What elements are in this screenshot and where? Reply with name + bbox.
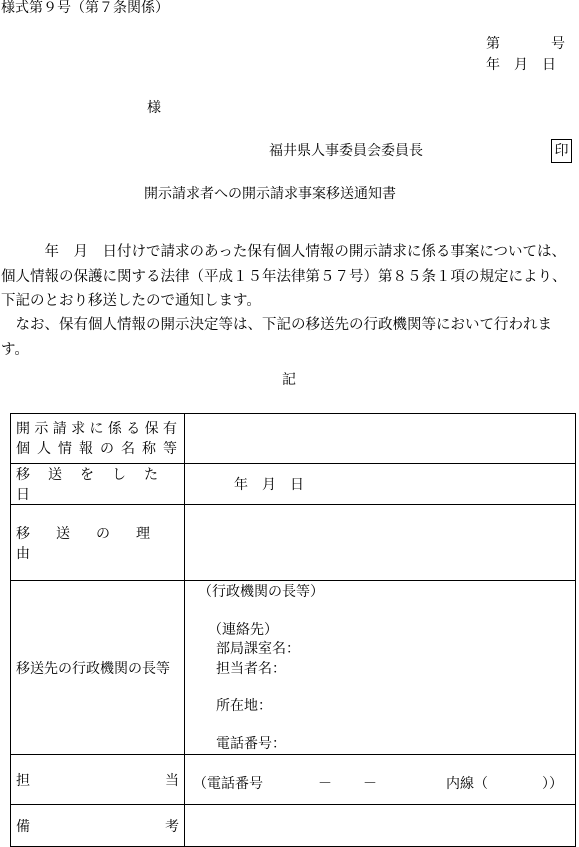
document-title: 開示請求者への開示請求事案移送通知書 <box>144 186 396 202</box>
phone-dash-2: － <box>363 776 377 792</box>
address-label: 所在地： <box>216 698 272 714</box>
form-id: 様式第９号（第７条関係） <box>1 0 169 16</box>
table-row <box>11 755 576 805</box>
value-transfer-date[interactable]: 年 月 日 <box>185 464 576 505</box>
value-person-in-charge[interactable] <box>185 755 576 805</box>
date-month: 月 <box>514 57 528 73</box>
phone-dash-1: － <box>318 776 332 792</box>
document-number-suffix: 号 <box>551 36 565 52</box>
label-remarks <box>11 805 185 847</box>
seal-box: 印 <box>551 139 572 163</box>
label-person-in-charge: 担 当 <box>11 755 185 805</box>
table-row <box>11 464 576 505</box>
issue-date <box>486 57 556 74</box>
value-personal-info-name[interactable] <box>185 414 576 464</box>
date-day: 日 <box>542 57 556 73</box>
value-transfer-reason[interactable] <box>185 505 576 581</box>
table-row <box>11 505 576 581</box>
agency-head-label: （行政機関の長等） <box>198 584 324 600</box>
body-paragraph-2: なお、保有個人情報の開示決定等は、下記の移送先の行政機関等において行われます。 <box>1 317 552 358</box>
extension-close: ）） <box>542 776 563 792</box>
contact-label: （連絡先） <box>208 621 278 638</box>
ki-heading: 記 <box>282 372 296 388</box>
label-personal-info-name <box>11 414 185 464</box>
recipient-honorific: 様 <box>147 100 161 116</box>
label-transfer-date: 移送をした日 <box>11 464 185 505</box>
person-in-charge-label: 担当者名： <box>216 660 286 677</box>
label-line: 個 人 情 報 の 名 称 等 <box>16 440 179 457</box>
extension-label: 内線（ <box>446 776 488 792</box>
phone-number-label: 電話番号： <box>216 735 286 752</box>
department-label: 部局課室名： <box>216 641 300 657</box>
label-destination-agency: 移送先の行政機関の長等 <box>11 581 185 755</box>
label-line: 開 示 請 求 に 係 る 保 有 <box>16 420 179 437</box>
sender-name: 福井県人事委員会委員長 <box>269 143 423 159</box>
phone-prefix: （電話番号 <box>193 776 263 792</box>
table-row <box>11 805 576 847</box>
remarks-label: 備 考 <box>16 818 179 835</box>
transfer-details-table <box>10 413 576 847</box>
document-number-label: 第 <box>486 36 500 52</box>
label-transfer-reason: 移送の理由 <box>11 505 185 581</box>
value-destination-agency[interactable] <box>185 581 576 755</box>
value-remarks[interactable] <box>185 805 576 847</box>
date-year: 年 <box>486 57 500 73</box>
table-row <box>11 581 576 755</box>
table-row <box>11 414 576 464</box>
body-paragraph-1: 年 月 日付けで請求のあった保有個人情報の開示請求に係る事案については、個人情報の保護に関する法律（平成１５年法律第５７号）第８５条１項の規定により、下記のとおり移送したので通知します。 <box>1 244 567 309</box>
